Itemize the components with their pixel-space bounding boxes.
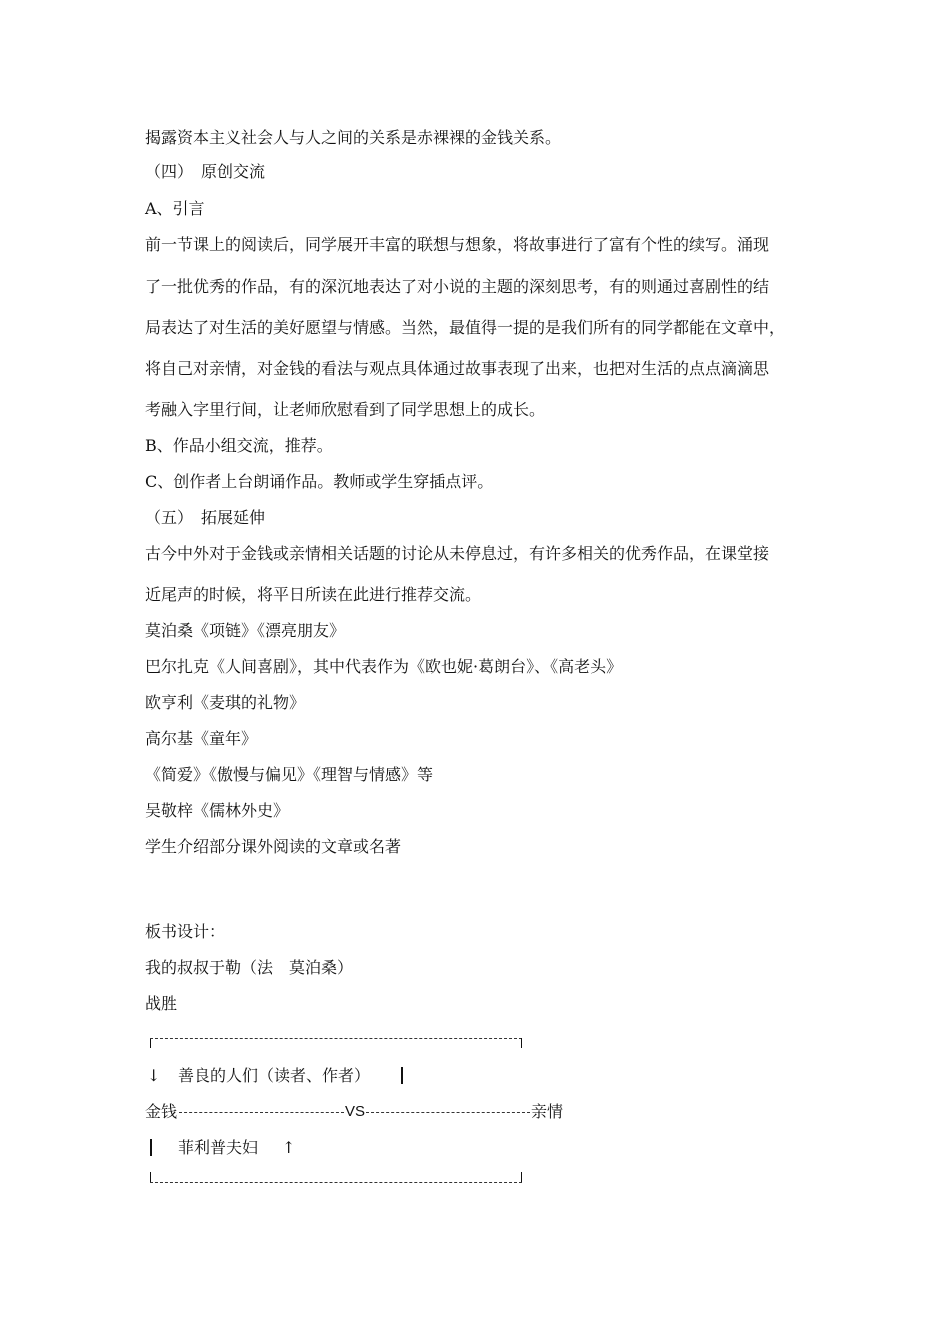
bracket-corner-top-right [521,1038,522,1048]
board-top-row: 善良的人们（读者、作者） [178,1066,371,1085]
text-line: B、作品小组交流，推荐。 [145,436,333,455]
bracket-top-line [150,1038,522,1039]
text-line: A、引言 [145,199,205,218]
section-heading: （五） 拓展延伸 [145,508,266,527]
paragraph-line: 近尾声的时候，将平日所读在此进行推荐交流。 [145,585,482,604]
board-left-word: 金钱 [145,1102,178,1121]
paragraph-line: 将自己对亲情，对金钱的看法与观点具体通过故事表现了出来，也把对生活的点点滴滴思 [145,359,770,378]
vs-label: VS [345,1103,366,1120]
list-item: 莫泊桑《项链》《漂亮朋友》 [145,621,346,640]
bracket-bar-right [401,1067,403,1084]
list-item: 吴敬梓《儒林外史》 [145,801,290,820]
bracket-bar-left [150,1139,152,1156]
board-title: 我的叔叔于勒（法 莫泊桑） [145,958,354,977]
board-heading: 板书设计： [145,922,226,941]
bracket-corner-bottom-right [521,1172,522,1182]
up-arrow-icon: ↑ [282,1138,296,1157]
list-item: 欧亨利《麦琪的礼物》 [145,693,306,712]
board-right-word: 亲情 [531,1102,564,1121]
bracket-corner-bottom-left [150,1172,151,1182]
vs-line-left [179,1112,344,1113]
board-subtitle: 战胜 [145,994,178,1013]
list-item: 《简爱》《傲慢与偏见》《理智与情感》等 [145,765,434,784]
bracket-bottom-line [150,1182,522,1183]
list-item: 高尔基《童年》 [145,729,258,748]
text-line: 学生介绍部分课外阅读的文章或名著 [145,837,402,856]
down-arrow-icon: ↓ [147,1066,161,1085]
paragraph-line: 了一批优秀的作品，有的深沉地表达了对小说的主题的深刻思考，有的则通过喜剧性的结 [145,277,770,296]
paragraph-line: 考融入字里行间，让老师欣慰看到了同学思想上的成长。 [145,400,546,419]
paragraph-line: 古今中外对于金钱或亲情相关话题的讨论从未停息过，有许多相关的优秀作品，在课堂接 [145,544,770,563]
paragraph-line: 前一节课上的阅读后，同学展开丰富的联想与想象，将故事进行了富有个性的续写。涌现 [145,235,770,254]
board-bottom-row: 菲利普夫妇 [178,1138,259,1157]
list-item: 巴尔扎克《人间喜剧》，其中代表作为《欧也妮·葛朗台》、《高老头》 [145,657,623,676]
section-heading: （四） 原创交流 [145,162,266,181]
text-line: 揭露资本主义社会人与人之间的关系是赤裸裸的金钱关系。 [145,128,562,147]
paragraph-line: 局表达了对生活的美好愿望与情感。当然，最值得一提的是我们所有的同学都能在文章中， [145,318,786,337]
text-line: C、创作者上台朗诵作品。教师或学生穿插点评。 [145,472,494,491]
vs-line-right [366,1112,530,1113]
bracket-corner-top-left [150,1038,151,1048]
